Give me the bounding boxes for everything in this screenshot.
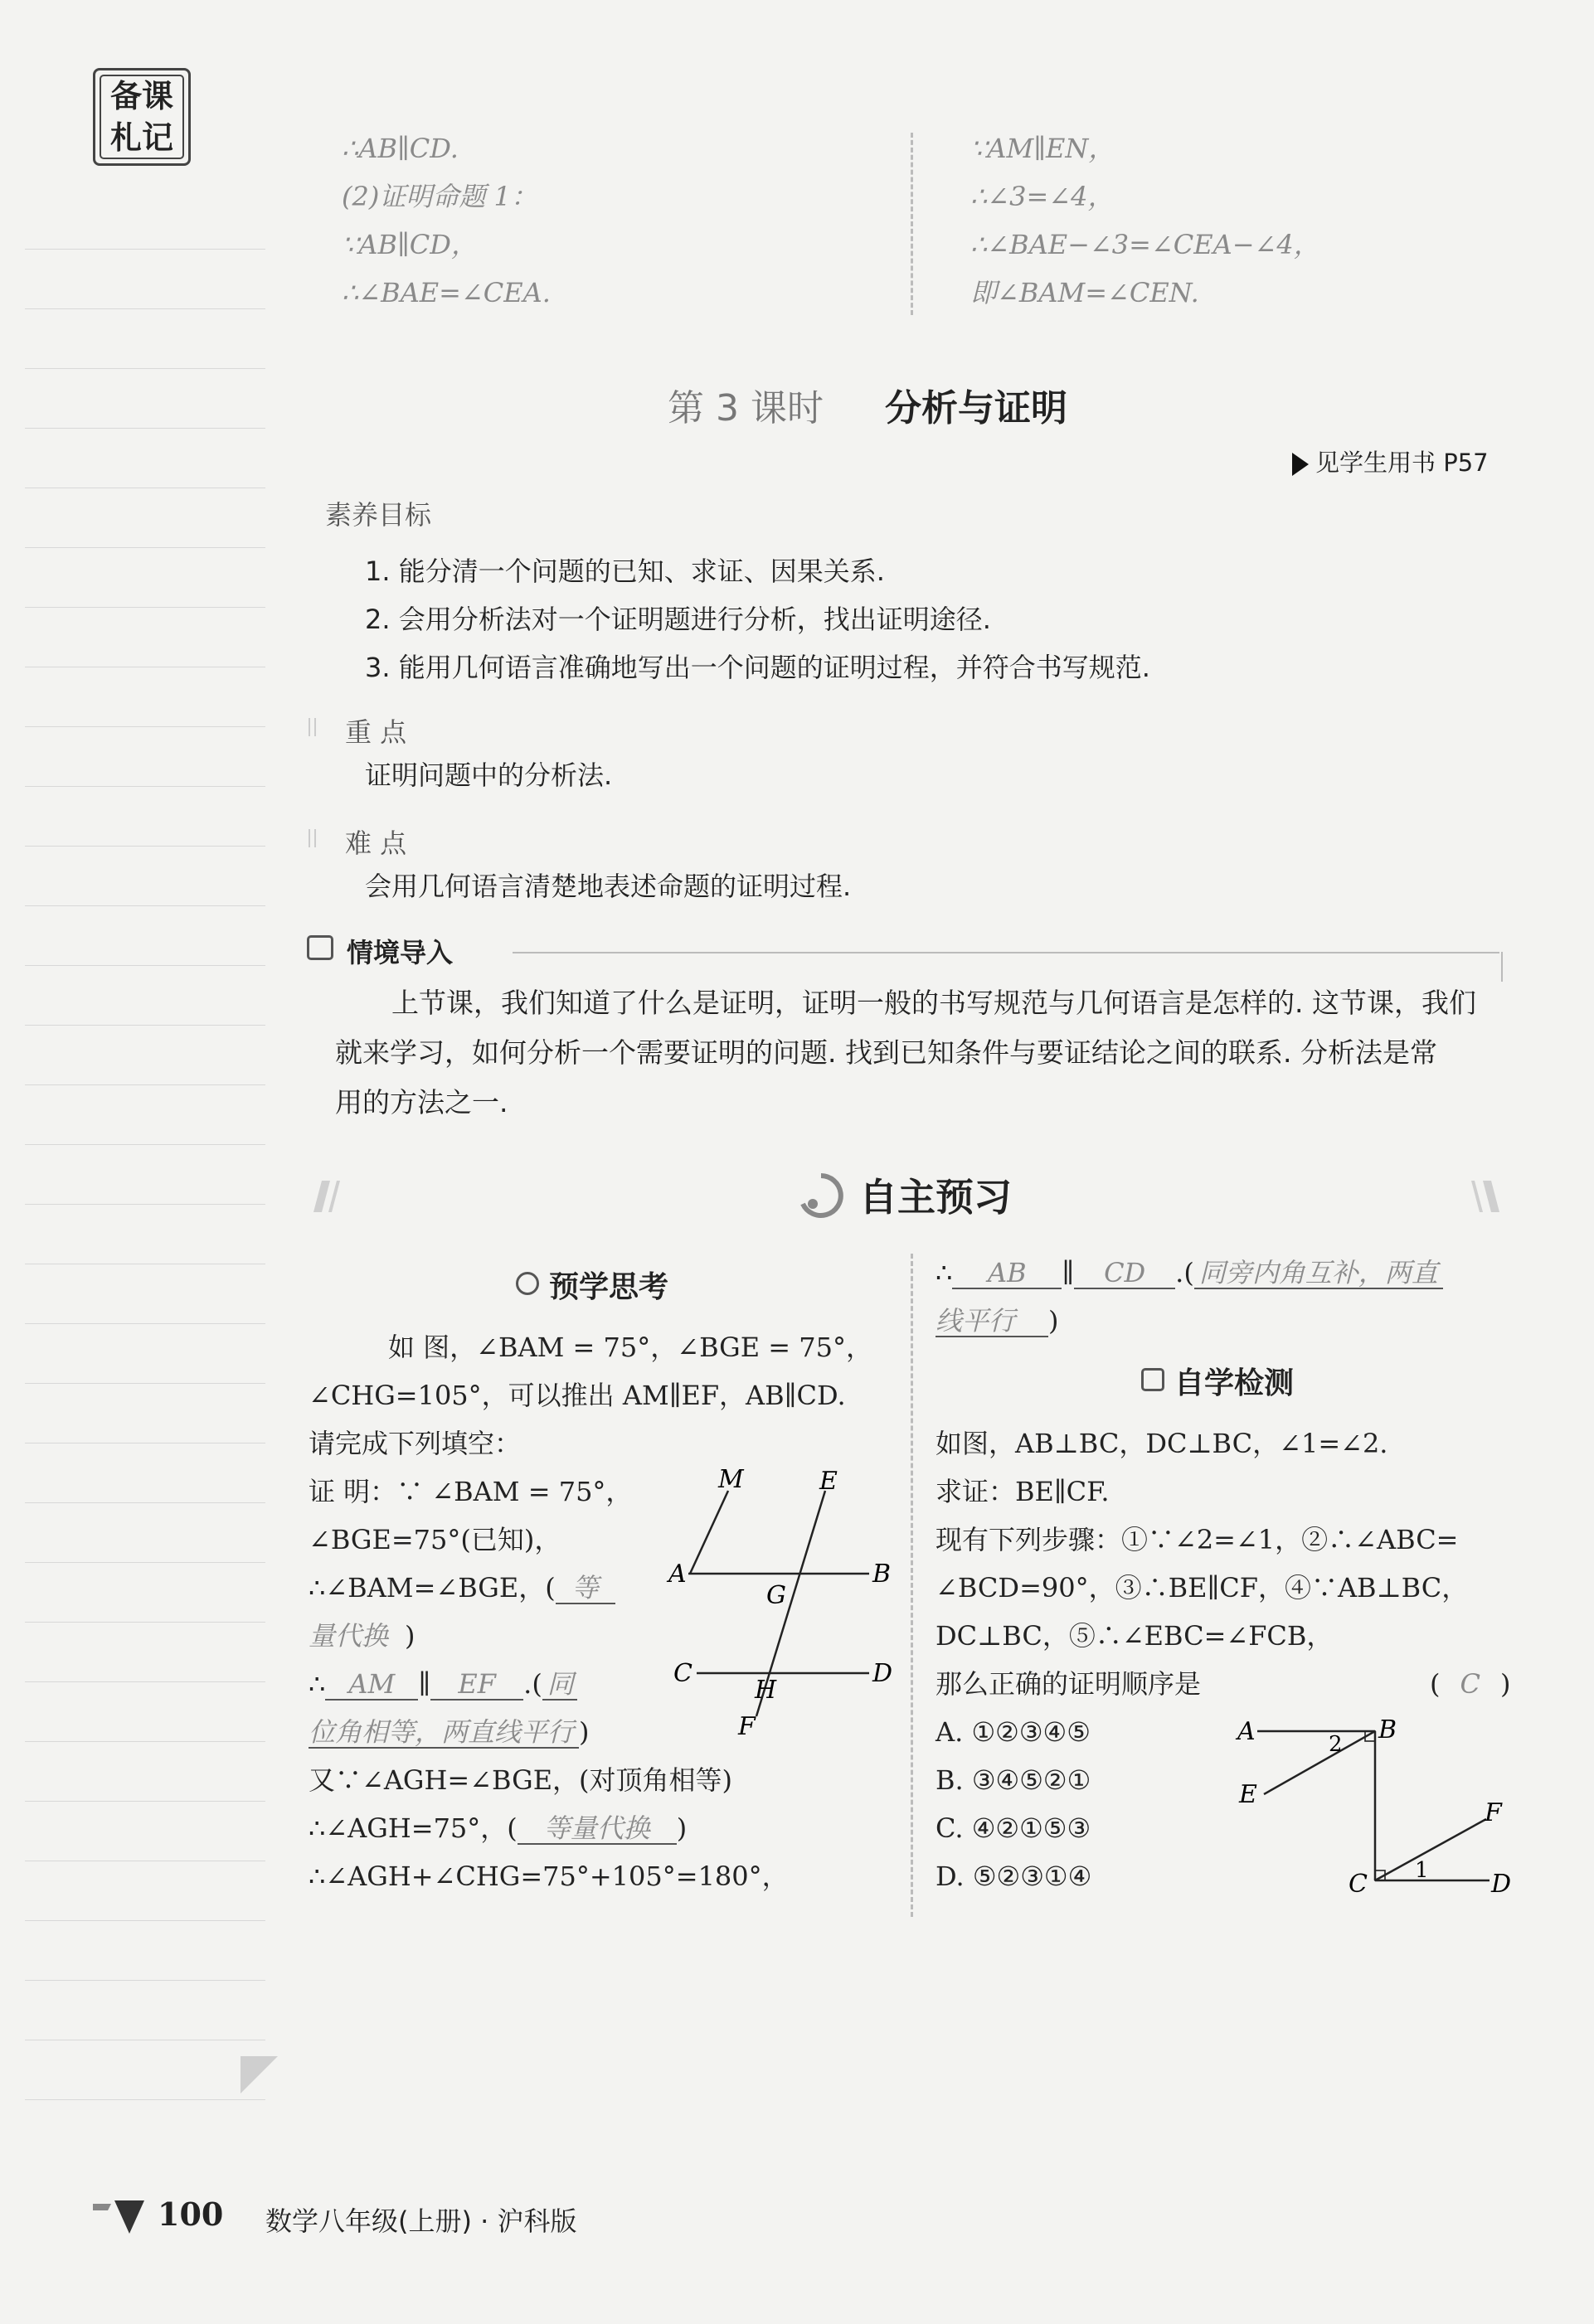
point-label: C xyxy=(1349,1870,1368,1899)
point-label: F xyxy=(738,1712,756,1741)
check-icon xyxy=(1141,1368,1164,1391)
intro-rule-end xyxy=(1498,952,1503,982)
footer-ornament-icon xyxy=(90,2197,148,2235)
check-line: 现有下列步骤：①∵∠2=∠1，②∴∠ABC= xyxy=(936,1524,1459,1555)
blank-answer: 线平行 xyxy=(936,1307,1048,1337)
perpendicular-figure xyxy=(1227,1708,1526,1907)
text: ∴ xyxy=(936,1257,953,1288)
preview-icon xyxy=(516,1272,539,1295)
text: 那么正确的证明顺序是 xyxy=(936,1668,1202,1700)
point-label: F xyxy=(1485,1798,1502,1827)
badge-line-2: 札记 xyxy=(109,119,173,156)
lesson-title: 分析与证明 xyxy=(884,387,1067,429)
student-book-reference xyxy=(1292,444,1489,478)
text: ) xyxy=(579,1716,590,1748)
intro-line: 上节课，我们知道了什么是证明，证明一般的书写规范与几何语言是怎样的. 这节课，我们 xyxy=(391,987,1476,1019)
text: ) xyxy=(1499,1668,1511,1700)
blank-answer: AM xyxy=(325,1670,418,1701)
goal-item: 3. 能用几何语言准确地写出一个问题的证明过程，并符合书写规范. xyxy=(365,652,1150,683)
point-label: M xyxy=(718,1468,744,1494)
point-label: E xyxy=(1239,1780,1257,1809)
column-divider xyxy=(911,133,913,315)
intro-rule xyxy=(513,952,1499,953)
lesson-number: 第 3 课时 xyxy=(668,387,824,429)
check-line: 如图，AB⊥BC，DC⊥BC，∠1=∠2. xyxy=(936,1428,1388,1459)
preview-line xyxy=(309,1804,889,1852)
triangle-marker-icon xyxy=(1292,453,1309,476)
check-title: 自学检测 xyxy=(1174,1366,1295,1400)
angle-label: 1 xyxy=(1415,1858,1429,1883)
check-line: ∠BCD=90°，③∴BE∥CF，④∵AB⊥BC， xyxy=(936,1572,1469,1604)
badge-line-1: 备课 xyxy=(109,78,173,114)
proof-line: ∴∠BAE−∠3=∠CEA−∠4， xyxy=(970,229,1320,260)
self-study-icon xyxy=(796,1171,846,1220)
line-cf xyxy=(1375,1819,1486,1880)
column-divider xyxy=(911,1254,913,1917)
proof-line: 即∠BAM=∠CEN. xyxy=(970,277,1199,308)
option-a: A. ①②③④⑤ xyxy=(936,1716,1091,1748)
point-label: A xyxy=(668,1560,687,1589)
bar-marker-icon xyxy=(309,829,316,847)
intro-line: 用的方法之一. xyxy=(335,1086,508,1118)
preview-line: ∠BGE=75°(已知)， xyxy=(309,1524,561,1555)
book-title: 数学八年级(上册) · 沪科版 xyxy=(265,2205,577,2237)
blank-answer: 量代换 xyxy=(309,1620,389,1652)
blank-answer: AB xyxy=(952,1259,1062,1289)
key-point-text: 证明问题中的分析法. xyxy=(365,759,613,791)
blank-answer: 位角相等，两直线平行 xyxy=(309,1718,579,1749)
lesson-heading xyxy=(668,378,1067,431)
point-label: B xyxy=(872,1560,892,1589)
key-point-label: 重 点 xyxy=(345,716,407,748)
line-be xyxy=(1264,1731,1375,1794)
text: ) xyxy=(676,1812,688,1844)
point-label: H xyxy=(755,1676,777,1705)
line-am xyxy=(690,1491,728,1574)
check-line xyxy=(936,1660,1516,1708)
goals-label: 素养目标 xyxy=(325,499,432,531)
text: ∥ xyxy=(418,1668,431,1700)
intro-line: 就来学习，如何分析一个需要证明的问题. 找到已知条件与要证结论之间的联系. 分析法是常 xyxy=(335,1036,1437,1069)
proof-continued-right xyxy=(970,124,1320,317)
preview-line: ∠CHG=105°，可以推出 AM∥EF，AB∥CD. xyxy=(309,1380,846,1411)
preview-line xyxy=(936,1297,1516,1345)
preview-title: 预学思考 xyxy=(549,1270,669,1304)
option-c: C. ④②①⑤③ xyxy=(936,1812,1091,1844)
proof-line: ∵AB∥CD， xyxy=(342,229,478,260)
answer-bracket xyxy=(1430,1660,1510,1708)
option-d: D. ⑤②③①④ xyxy=(936,1861,1092,1892)
preview-line: 又∵∠AGH=∠BGE，(对顶角相等) xyxy=(309,1764,733,1796)
text: ∴ xyxy=(309,1668,326,1700)
intro-text xyxy=(335,978,1476,1128)
blank-answer: CD xyxy=(1074,1259,1175,1289)
point-label: D xyxy=(1491,1870,1512,1899)
difficulty-text: 会用几何语言清楚地表述命题的证明过程. xyxy=(365,871,852,902)
text: ∴∠BAM=∠BGE，( xyxy=(309,1572,556,1604)
text: ) xyxy=(1048,1305,1059,1337)
preview-conclusion xyxy=(936,1249,1516,1345)
intro-label: 情境导入 xyxy=(347,937,454,968)
point-label: D xyxy=(872,1659,893,1688)
blank-answer: 同旁内角互补，两直 xyxy=(1194,1259,1443,1289)
proof-line: ∵AM∥EN， xyxy=(970,133,1115,164)
text: ∥ xyxy=(1062,1257,1075,1288)
difficulty-label: 难 点 xyxy=(345,827,407,859)
bar-marker-icon xyxy=(309,718,316,736)
goal-item: 2. 会用分析法对一个证明题进行分析，找出证明途径. xyxy=(365,604,991,635)
text: ∴∠AGH=75°，( xyxy=(309,1812,518,1844)
blank-answer: EF xyxy=(430,1670,523,1701)
preview-line xyxy=(936,1249,1516,1297)
blank-answer: 同 xyxy=(542,1670,577,1701)
proof-continued-left xyxy=(342,124,551,317)
preview-line: 如 图，∠BAM = 75°，∠BGE = 75°， xyxy=(388,1332,872,1363)
reference-text: 见学生用书 P57 xyxy=(1315,449,1489,477)
text: .( xyxy=(1175,1257,1194,1288)
proof-line: (2)证明命题 1： xyxy=(342,181,537,212)
point-label: A xyxy=(1237,1717,1256,1746)
blank-answer: 等量代换 xyxy=(518,1814,677,1845)
text: ( xyxy=(1430,1668,1441,1700)
check-line: DC⊥BC，⑤∴∠EBC=∠FCB， xyxy=(936,1620,1334,1652)
corner-fold-icon xyxy=(241,2056,282,2098)
point-label: B xyxy=(1378,1715,1397,1744)
answer-choice: C xyxy=(1460,1668,1480,1700)
parallel-lines-figure xyxy=(655,1468,896,1741)
check-line: 求证：BE∥CF. xyxy=(936,1476,1110,1507)
goals-list xyxy=(365,547,1150,691)
preview-line: ∴∠AGH+∠CHG=75°+105°=180°， xyxy=(309,1861,789,1892)
intro-icon xyxy=(307,935,333,960)
option-b: B. ③④⑤②① xyxy=(936,1764,1091,1796)
text: ) xyxy=(405,1620,416,1652)
proof-line: ∴∠BAE=∠CEA. xyxy=(342,277,551,308)
text: .( xyxy=(523,1668,542,1700)
preview-line: 证 明：∵ ∠BAM = 75°， xyxy=(309,1476,633,1507)
point-label: G xyxy=(766,1581,786,1610)
angle-label: 2 xyxy=(1329,1732,1343,1757)
notes-badge xyxy=(93,68,191,166)
self-study-title: 自主预习 xyxy=(859,1175,1012,1220)
page-number: 100 xyxy=(158,2195,224,2233)
preview-line: 请完成下列填空： xyxy=(309,1428,522,1459)
proof-line: ∴AB∥CD. xyxy=(342,133,459,164)
point-label: E xyxy=(819,1468,838,1496)
goal-item: 1. 能分清一个问题的已知、求证、因果关系. xyxy=(365,556,885,587)
blank-answer: 等 xyxy=(556,1574,615,1604)
proof-line: ∴∠3=∠4， xyxy=(970,181,1115,212)
point-label: C xyxy=(673,1659,693,1688)
